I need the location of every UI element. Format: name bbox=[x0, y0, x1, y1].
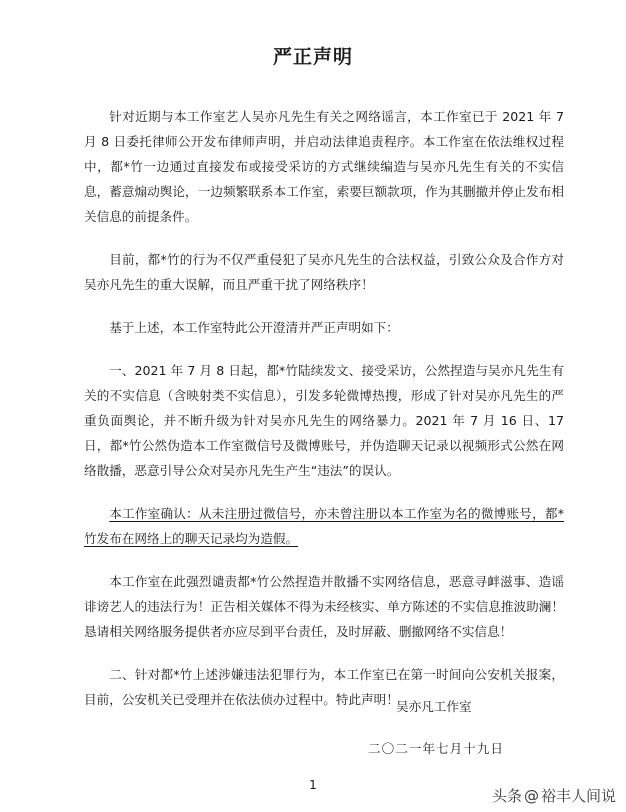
watermark-at: @ bbox=[523, 786, 539, 805]
page-title: 严正声明 bbox=[272, 46, 353, 68]
paragraph-confirmation: 本工作室确认：从未注册过微信号，亦未曾注册以本工作室为名的微博账号，都*竹发布在网络上的聊天记录均为造假。 bbox=[84, 506, 564, 546]
paragraph-point-two: 二、针对都*竹上述涉嫌违法犯罪行为，本工作室已在第一时间向公安机关报案，目前，公安机关已受理并在依法侦办过程中。特此声明！ bbox=[84, 667, 564, 707]
watermark bbox=[492, 785, 616, 806]
statement-date: 二〇二一年七月十九日 bbox=[368, 741, 504, 756]
watermark-source: 头条 bbox=[491, 787, 522, 805]
paragraph-declaration-lead: 基于上述，本工作室特此公开澄清并严正声明如下： bbox=[109, 320, 399, 335]
page-number: 1 bbox=[309, 778, 317, 792]
paragraph-point-one: 一、2021 年 7 月 8 日起，都*竹陆续发文、接受采访，公然捏造与吴亦凡先生有关的不实信息（含映射类不实信息），引发多轮微博热搜，形成了针对吴亦凡先生的严重负面舆论，并不断升级为针对吴亦凡先生的网络暴力。2021 年 7 月 16 日、17 日，都*竹公然伪造本工作室微信号及微博账号，并伪造聊天记录以视频形式公然在网络散播，恶意引导公众对吴亦凡先生产生“违法”的误认。 bbox=[84, 363, 564, 478]
paragraph-intro: 针对近期与本工作室艺人吴亦凡先生有关之网络谣言，本工作室已于 2021 年 7 月 8 日委托律师公开发布律师声明，并启动法律追责程序。本工作室在依法维权过程中，都*竹一边通过直接发布或接受采访的方式继续编造与吴亦凡先生有关的不实信息，蓄意煽动舆论，一边频繁联系本工作室，索要巨额款项，作为其删撤并停止发布相关信息的前提条件。 bbox=[84, 109, 564, 224]
signature: 吴亦凡工作室 bbox=[396, 699, 472, 714]
paragraph-impact: 目前，都*竹的行为不仅严重侵犯了吴亦凡先生的合法权益，引致公众及合作方对吴亦凡先生的重大误解，而且严重干扰了网络秩序！ bbox=[84, 252, 564, 292]
watermark-author: 裕丰人间说 bbox=[540, 787, 616, 805]
statement-body bbox=[84, 104, 564, 730]
paragraph-condemnation: 本工作室在此强烈谴责都*竹公然捏造并散播不实网络信息，恶意寻衅滋事、造谣诽谤艺人的违法行为！正告相关媒体不得为未经核实、单方陈述的不实信息推波助澜！恳请相关网络服务提供者亦应尽到平台责任，及时屏蔽、删撤网络不实信息！ bbox=[84, 574, 564, 639]
